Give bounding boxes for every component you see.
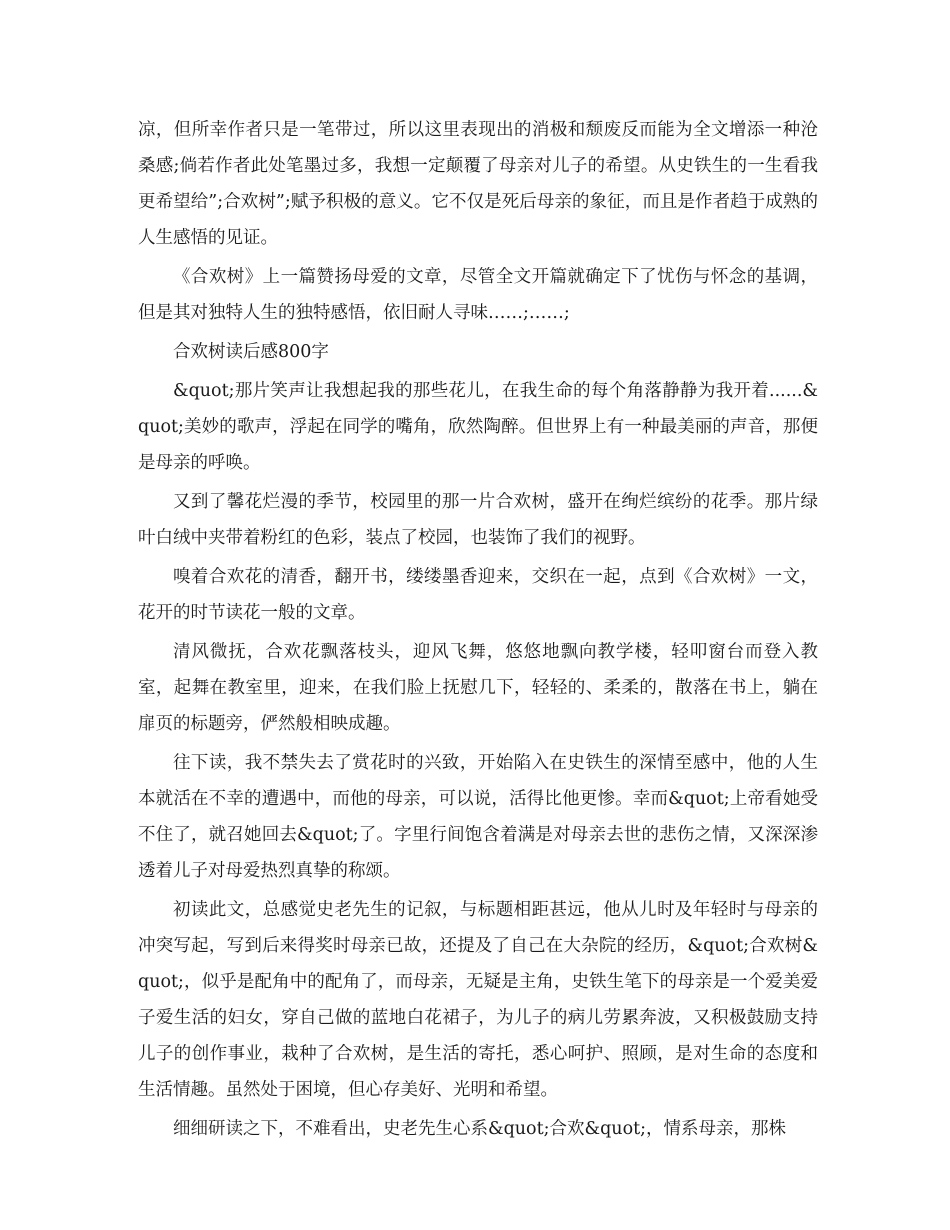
paragraph: 初读此文，总感觉史老先生的记叙，与标题相距甚远，他从儿时及年轻时与母亲的冲突写起，写到后来得奖时母亲已故，还提及了自己在大杂院的经历，&quot;合欢树&quot;，似乎是配角中的配角了，而母亲，无疑是主角，史铁生笔下的母亲是一个爱美爱子爱生活的妇女，穿自己做的蓝地白花裙子，为儿子的病儿劳累奔波，又积极鼓励支持儿子的创作事业，栽种了合欢树，是生活的寄托，悉心呵护、照顾，是对生命的态度和生活情趣。虽然处于困境，但心存美好、光明和希望。 [138, 900, 818, 1100]
paragraph: 又到了馨花烂漫的季节，校园里的那一片合欢树，盛开在绚烂缤纷的花季。那片绿叶白绒中夹带着粉红的色彩，装点了校园，也装饰了我们的视野。 [138, 492, 818, 548]
paragraph: 嗅着合欢花的清香，翻开书，缕缕墨香迎来，交织在一起，点到《合欢树》一文，花开的时节读花一般的文章。 [138, 567, 818, 623]
paragraph: &quot;那片笑声让我想起我的那些花儿，在我生命的每个角落静静为我开着......&quot;美妙的歌声，浮起在同学的嘴角，欣然陶醉。但世界上有一种最美丽的声音，那便是母亲的呼唤。 [138, 381, 818, 473]
paragraph: 细细研读之下，不难看出，史老先生心系&quot;合欢&quot;，情系母亲，那株 [173, 1119, 787, 1139]
paragraph: 《合欢树》上一篇赞扬母爱的文章，尽管全文开篇就确定下了忧伤与怀念的基调，但是其对独特人生的独特感悟，依旧耐人寻味……;……; [138, 267, 818, 323]
article-body [138, 112, 818, 1150]
paragraph: 清风微抚，合欢花飘落枝头，迎风飞舞，悠悠地飘向教学楼，轻叩窗台而登入教室，起舞在教室里，迎来，在我们脸上抚慰几下，轻轻的、柔柔的，散落在书上，躺在扉页的标题旁，俨然般相映成趣。 [138, 642, 818, 734]
paragraph: 往下读，我不禁失去了赏花时的兴致，开始陷入在史铁生的深情至感中，他的人生本就活在不幸的遭遇中，而他的母亲，可以说，活得比他更惨。幸而&quot;上帝看她受不住了，就召她回去&quot;了。字里行间饱含着满是对母亲去世的悲伤之情，又深深渗透着儿子对母爱热烈真挚的称颂。 [138, 753, 818, 881]
section-heading: 合欢树读后感800字 [173, 342, 329, 362]
paragraph: 凉，但所幸作者只是一笔带过，所以这里表现出的消极和颓废反而能为全文增添一种沧桑感;倘若作者此处笔墨过多，我想一定颠覆了母亲对儿子的希望。从史铁生的一生看我更希望给”;合欢树”;赋予积极的意义。它不仅是死后母亲的象征，而且是作者趋于成熟的人生感悟的见证。 [138, 120, 818, 248]
